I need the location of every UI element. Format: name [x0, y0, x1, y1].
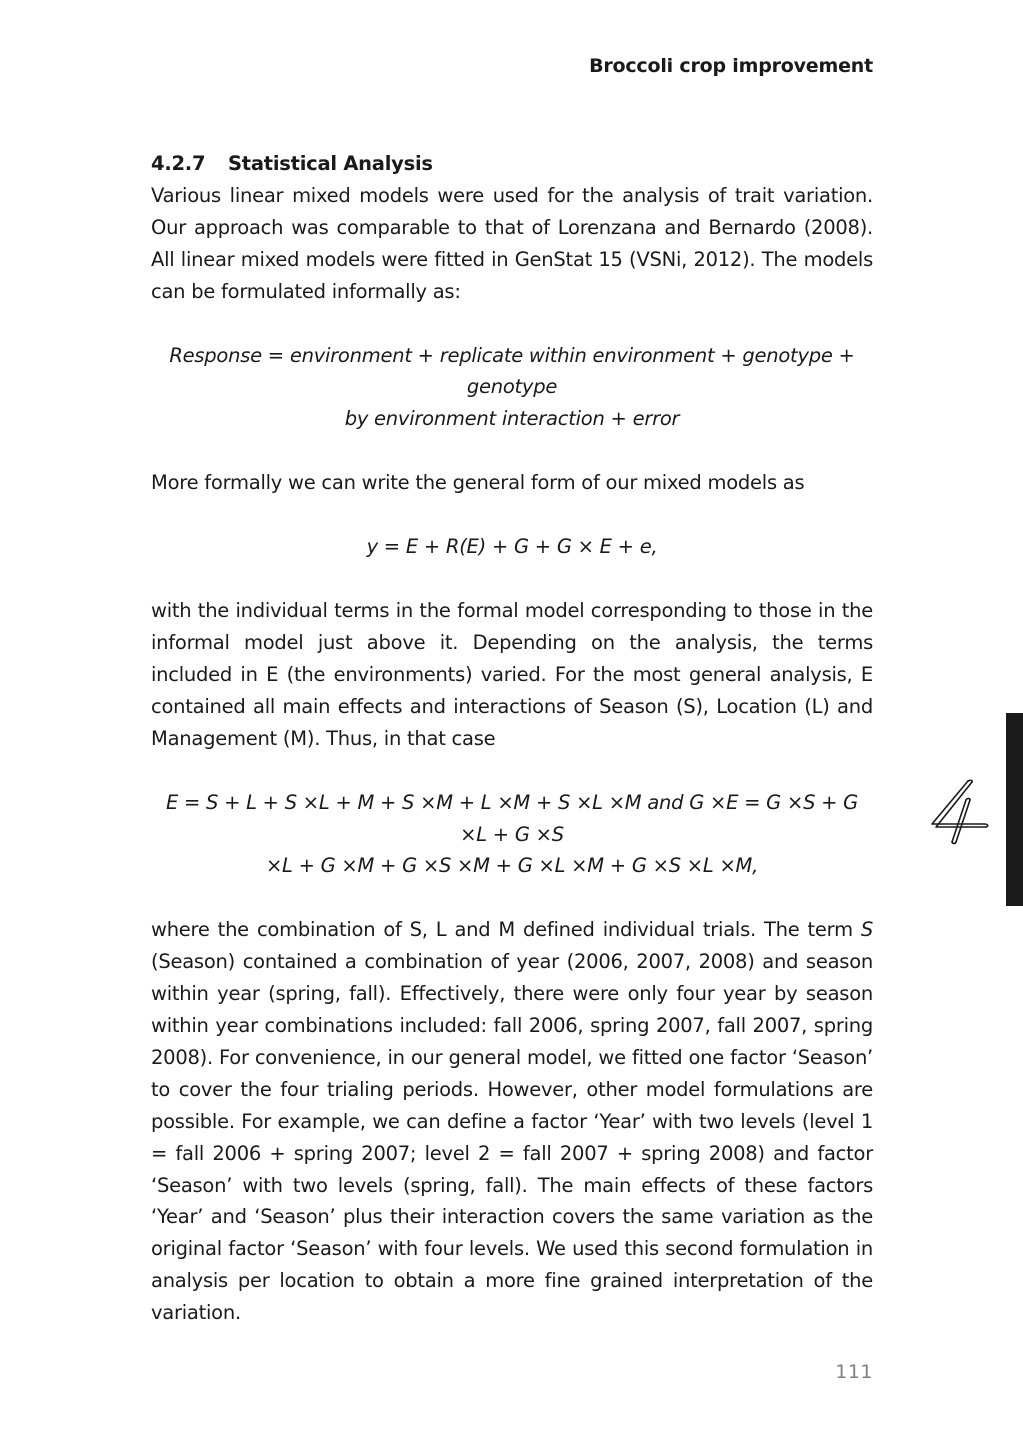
section-heading [151, 148, 873, 180]
section-number: 4.2.7 [151, 152, 206, 175]
running-header: Broccoli crop improvement [589, 55, 873, 77]
intro-paragraph: Various linear mixed models were used for the analysis of trait variation. Our approach was comparable to that of Lorenzana and Bernardo (2008). All linear mixed models were fitted in GenStat 15 (VSNi, 2012). The models can be formulated informally as: [151, 183, 873, 303]
combination-text-b: (Season) contained a combination of year (2006, 2007, 2008) and season within year (spring, fall). Effectively, there were only four year by season within year combinations included: fall 2006, spring 2007, fall 2007, spring 2008). For convenience, in our general model, we fitted one factor ‘Season’ to cover the four trialing periods. However, other model formulations are possible. For example, we can define a factor ‘Year’ with two levels (level 1 = fall 2006 + spring 2007; level 2 = fall 2007 + spring 2008) and factor ‘Season’ with two levels (spring, fall). The main effects of these factors ‘Year’ and ‘Season’ plus their interaction covers the same variation as the original factor ‘Season’ with four levels. We used this second formulation in analysis per location to obtain a more fine grained interpretation of the variation. [151, 950, 873, 1325]
chapter-tab-marker [1006, 713, 1023, 906]
combination-text-a: where the combination of S, L and M defined individual trials. The term [151, 918, 861, 942]
combination-paragraph [151, 914, 873, 1329]
environment-expansion-equation [151, 787, 873, 883]
page-body [151, 148, 873, 1329]
informal-model-line-1: Response = environment + replicate within environment + genotype + genotype [169, 343, 855, 399]
terms-paragraph: with the individual terms in the formal model corresponding to those in the informal model just above it. Depending on the analysis, the terms included in E (the environments) varied. For the most general analysis, E contained all main effects and interactions of Season (S), Location (L) and Management (M). Thus, in that case [151, 599, 873, 750]
formal-intro-paragraph: More formally we can write the general form of our mixed models as [151, 471, 805, 495]
page-number: 111 [835, 1361, 873, 1383]
informal-model-line-2: by environment interaction + error [344, 407, 680, 431]
expansion-line-2: ×L + G ×M + G ×S ×M + G ×L ×M + G ×S ×L ×M, [265, 854, 759, 878]
expansion-line-1: E = S + L + S ×L + M + S ×M + L ×M + S ×L ×M and G ×E = G ×S + G ×L + G ×S [165, 790, 859, 846]
combination-term: S [860, 918, 873, 942]
section-title: Statistical Analysis [228, 152, 433, 175]
general-model-equation: y = E + R(E) + G + G × E + e, [366, 535, 658, 559]
informal-model-equation [151, 340, 873, 436]
outlined-numeral-four-icon [928, 778, 992, 846]
